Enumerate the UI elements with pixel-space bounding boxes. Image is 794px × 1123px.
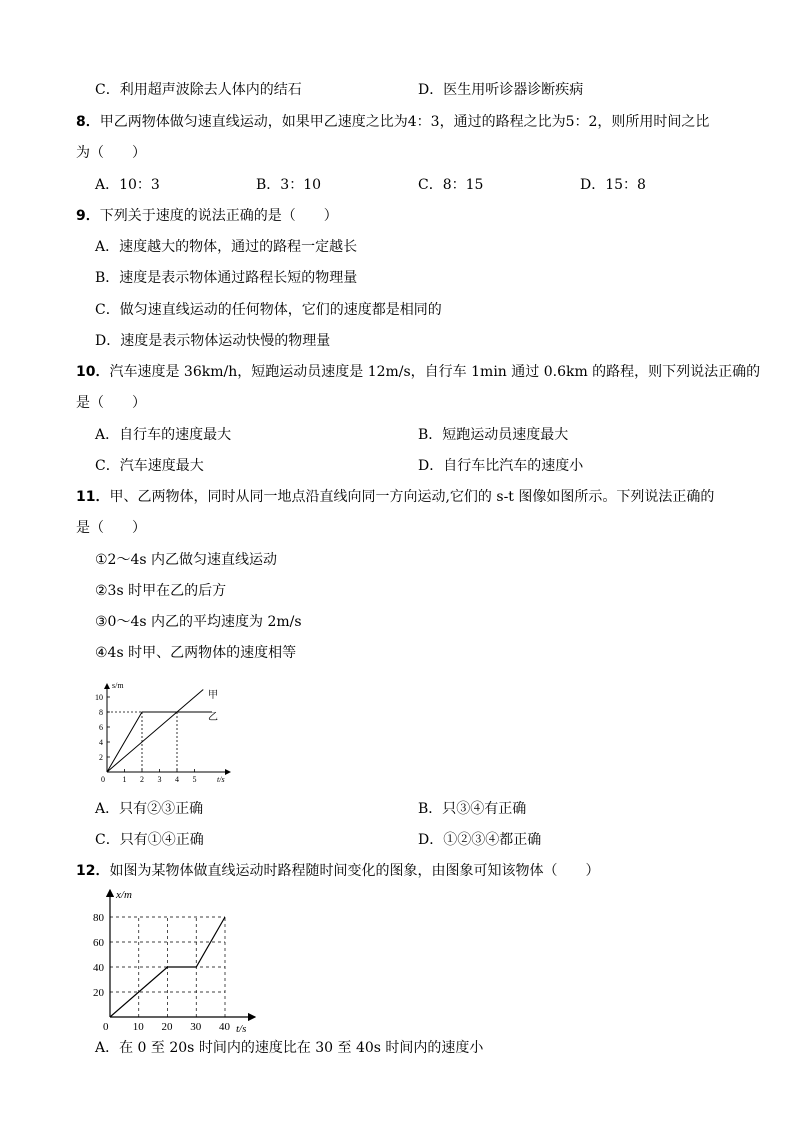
q9-option-b: B．速度是表示物体通过路程长短的物理量 [95,270,358,286]
x-tick-label: 1 [122,775,127,784]
x-axis-label: t/s [217,775,225,784]
question-10-stem-line1 [76,362,760,382]
question-11-stem-line2: 是（ ） [76,520,146,536]
question-number: 11． [76,489,110,505]
q8-option-c: C．8：15 [418,177,484,193]
y-tick-label: 2 [99,753,103,762]
series-label-jia: 甲 [208,690,218,701]
series-yi-line [107,712,212,772]
q8-option-b: B．3：10 [256,177,322,193]
q11-statement-1: ①2～4s 内乙做匀速直线运动 [95,552,277,568]
question-8-stem-line2: 为（ ） [76,145,146,161]
y-tick-label: 8 [99,708,103,717]
y-tick-label: 10 [95,693,103,702]
question-stem: 甲、乙两物体，同时从同一地点沿直线向同一方向运动,它们的 s-t 图像如图所示。下列说法正确的 [109,489,715,505]
q11-st-graph [90,676,240,786]
question-9-stem [76,206,338,226]
q9-option-d: D．速度是表示物体运动快慢的物理量 [95,333,331,349]
q7-option-d: D．医生用听诊器诊断疾病 [418,82,584,98]
x-axis-label: t/s [236,1023,247,1034]
q11-option-c: C．只有①④正确 [95,832,204,848]
y-tick-label: 80 [93,912,104,924]
y-tick-label: 4 [99,738,103,747]
q9-option-a: A．速度越大的物体，通过的路程一定越长 [95,239,358,255]
question-10-stem-line2: 是（ ） [76,395,146,411]
q8-option-d: D．15：8 [580,177,646,193]
question-12-stem [76,861,599,881]
question-stem: 甲乙两物体做匀速直线运动，如果甲乙速度之比为4：3，通过的路程之比为5：2，则所用时间之比 [99,114,710,130]
q9-option-c: C．做匀速直线运动的任何物体，它们的速度都是相同的 [95,302,442,318]
x-tick-label: 3 [157,775,162,784]
x-tick-label: 10 [132,1021,144,1033]
x-tick-label: 30 [190,1021,202,1033]
question-8-stem-line1 [76,112,709,132]
question-number: 12． [76,863,110,879]
q11-option-a: A．只有②③正确 [95,801,204,817]
series-jia-line [107,690,203,773]
q11-option-b: B．只③④有正确 [418,801,527,817]
x-tick-label: 5 [192,775,197,784]
origin-label: 0 [101,775,105,784]
question-stem: 下列关于速度的说法正确的是（ ） [99,208,338,224]
question-number: 8． [76,114,100,130]
q7-option-c: C．利用超声波除去人体内的结石 [95,82,302,98]
x-tick-label: 40 [219,1021,230,1033]
q10-option-b: B．短跑运动员速度最大 [418,427,569,443]
x-tick-label: 4 [175,775,179,784]
q11-statement-4: ④4s 时甲、乙两物体的速度相等 [95,645,297,661]
q10-option-a: A．自行车的速度最大 [95,427,232,443]
q10-option-d: D．自行车比汽车的速度小 [418,458,584,474]
q8-option-a: A．10：3 [95,177,160,193]
question-stem: 汽车速度是 36km/h，短跑运动员速度是 12m/s，自行车 1min 通过 0.6km 的路程，则下列说法正确的 [109,364,761,380]
q11-statement-3: ③0～4s 内乙的平均速度为 2m/s [95,614,302,630]
x-tick-label: 20 [161,1021,173,1033]
y-tick-label: 20 [93,987,104,999]
y-axis-label: x/m [116,889,132,901]
question-stem: 如图为某物体做直线运动时路程随时间变化的图象，由图象可知该物体（ ） [109,863,600,879]
question-11-stem-line1 [76,487,714,507]
y-tick-label: 60 [93,937,104,949]
q12-xt-graph [85,884,265,1034]
y-axis-label: s/m [112,681,124,690]
origin-label: 0 [103,1021,109,1033]
x-tick-label: 2 [140,775,144,784]
q12-option-a: A．在 0 至 20s 时间内的速度比在 30 至 40s 时间内的速度小 [95,1040,484,1056]
question-number: 9． [76,208,100,224]
q11-option-d: D．①②③④都正确 [418,832,542,848]
y-tick-label: 40 [93,962,104,974]
series-label-yi: 乙 [208,712,218,723]
q11-statement-2: ②3s 时甲在乙的后方 [95,583,227,599]
y-tick-label: 6 [99,723,103,732]
q10-option-c: C．汽车速度最大 [95,458,204,474]
question-number: 10． [76,364,110,380]
